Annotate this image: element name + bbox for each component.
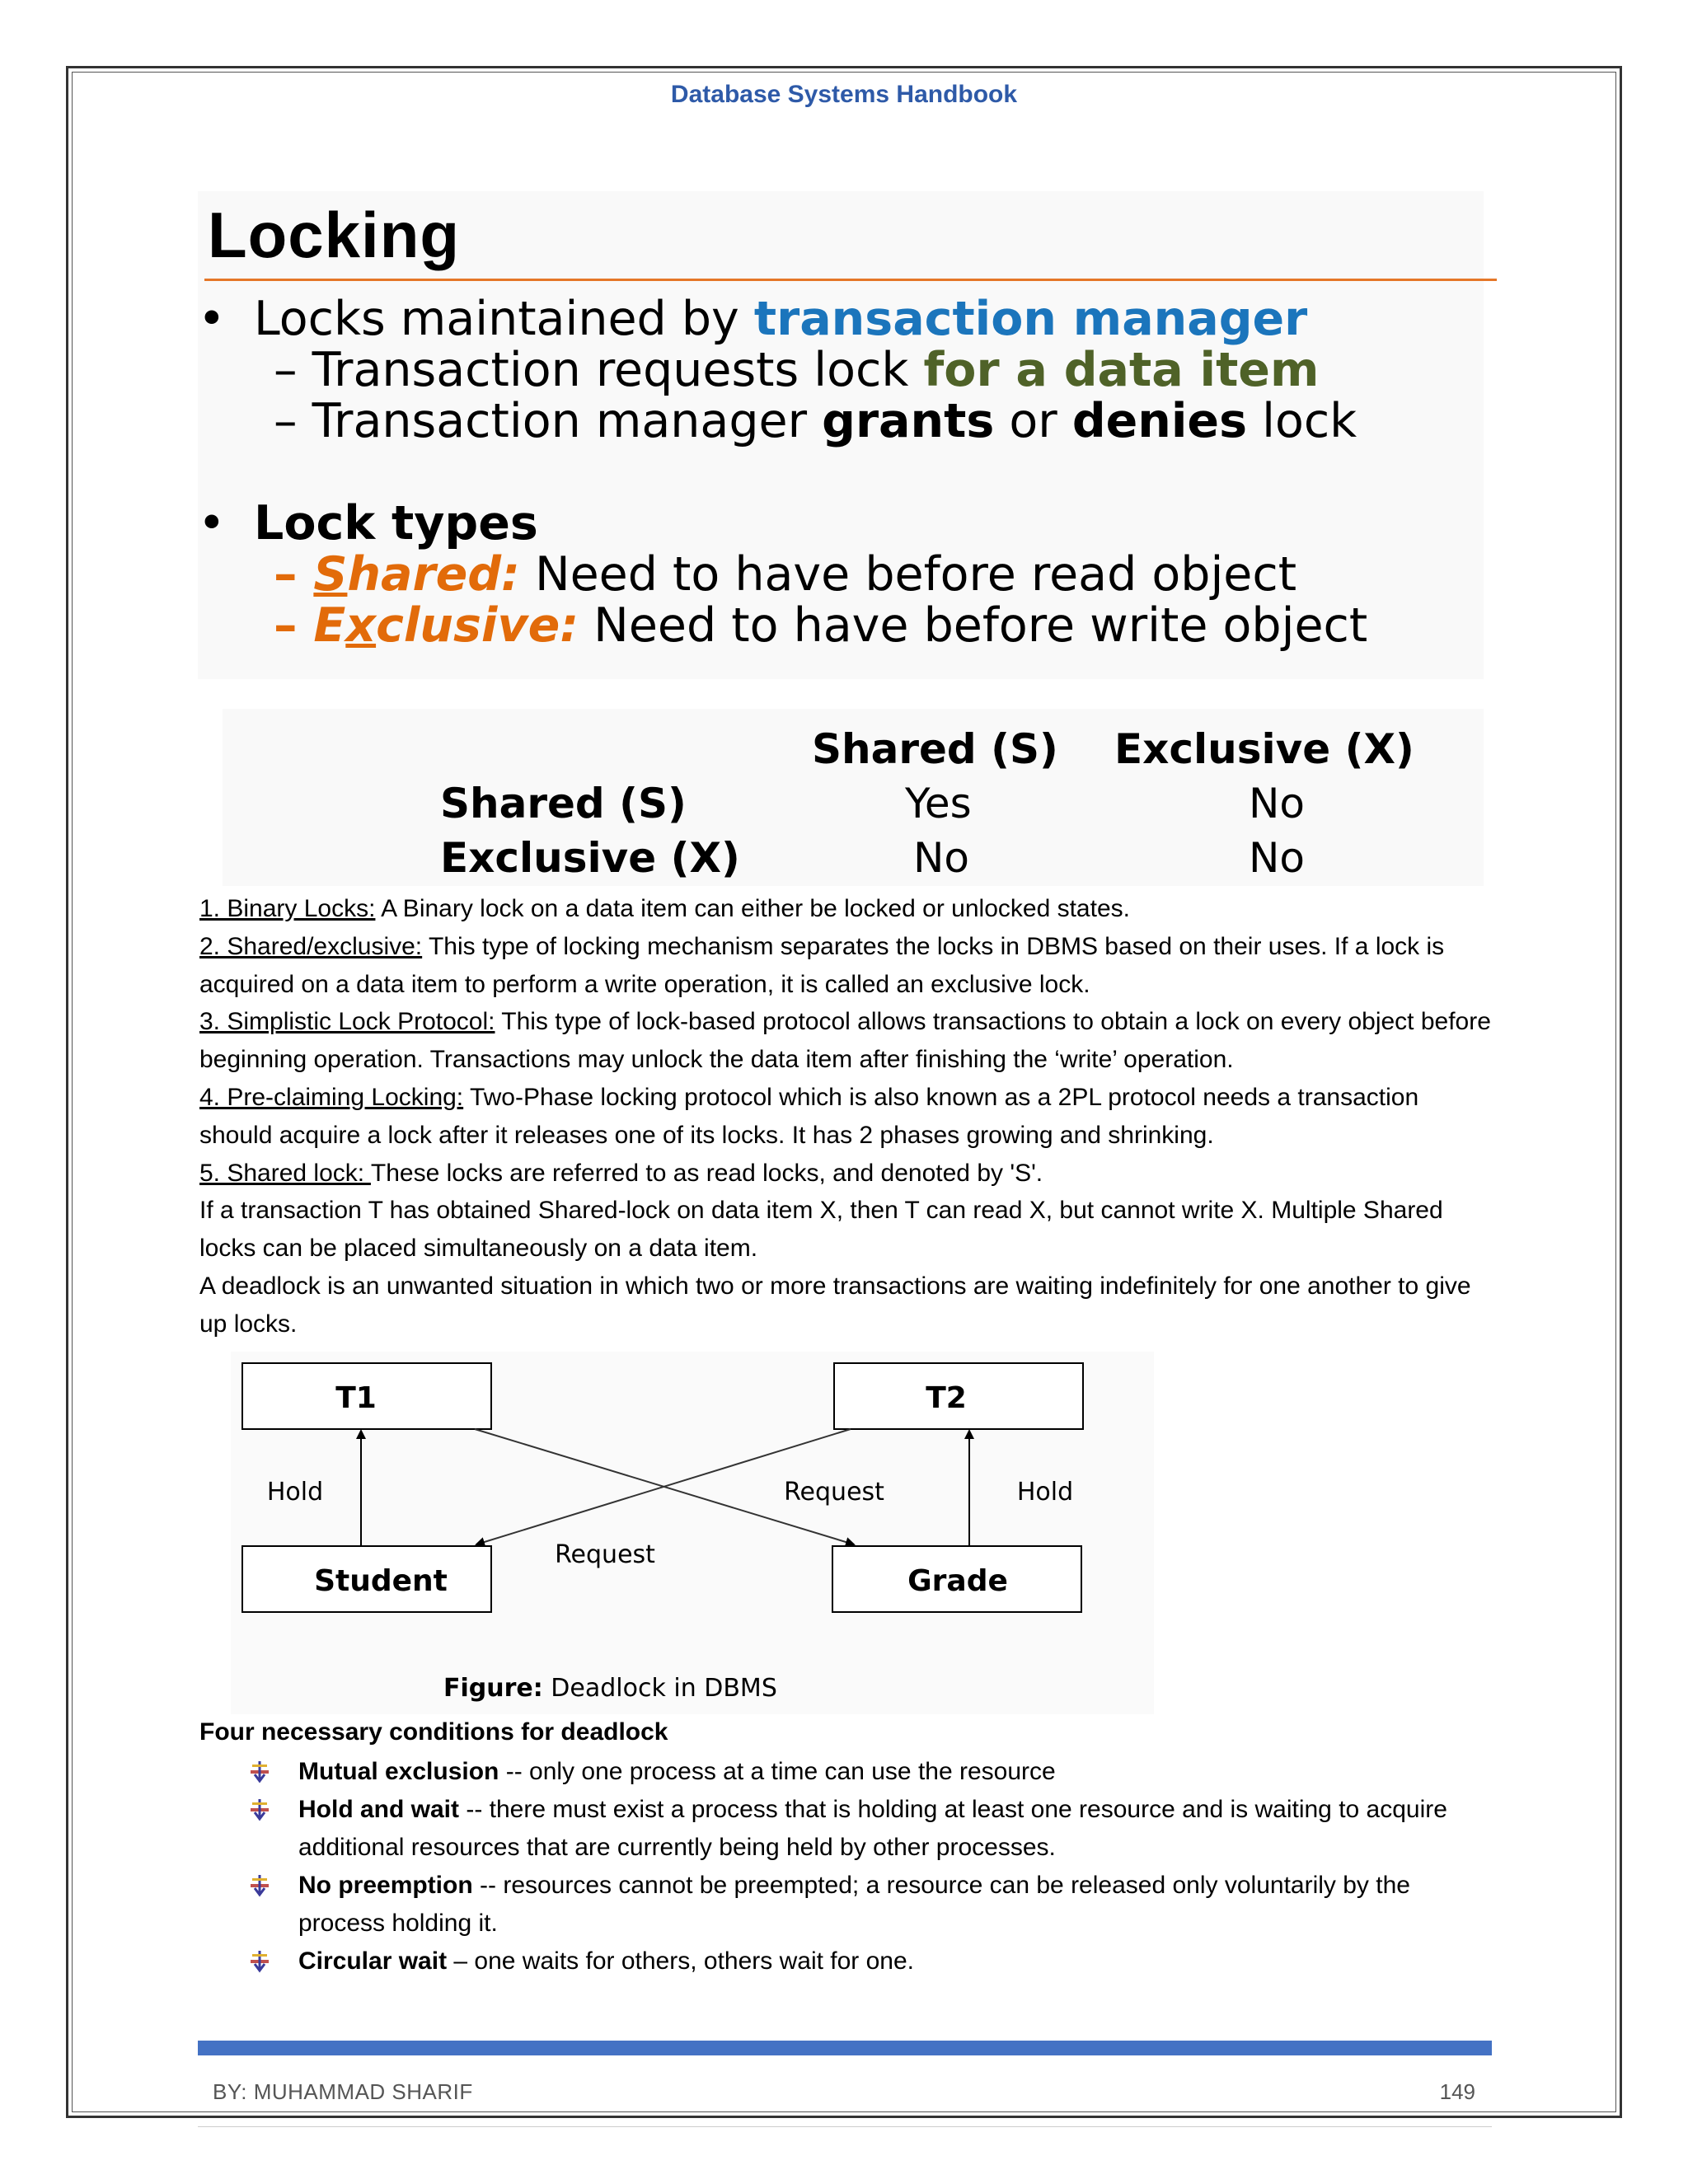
sub-1-highlight: for a data item	[923, 343, 1320, 397]
paragraph-label: 2. Shared/exclusive:	[199, 932, 423, 960]
t2-label: T2	[926, 1381, 967, 1415]
sub-2-or: or	[994, 394, 1072, 448]
condition-name: Mutual exclusion	[298, 1758, 499, 1785]
slide-sub-1	[274, 343, 1319, 397]
conditions-list	[247, 1753, 1492, 1980]
paragraph-label: 5. Shared lock:	[199, 1159, 371, 1187]
arrow-bullet-icon	[247, 1797, 272, 1822]
paragraph-text: This type of locking mechanism separates the locks in DBMS based on their uses. If a lock is acquired on a data item to perform a write operation, it is called an exclusive lock.	[199, 932, 1445, 998]
paragraph-shared-lock-detail: If a transaction T has obtained Shared-lock on data item X, then T can read X, but cannot write X. Multiple Shared locks can be placed simultaneously on a data item.	[199, 1197, 1443, 1263]
student-label: Student	[314, 1564, 448, 1598]
paragraph-text: A Binary lock on a data item can either be locked or unlocked states.	[375, 895, 1130, 922]
figure-caption-text: Deadlock in DBMS	[542, 1674, 777, 1703]
t1-label: T1	[335, 1381, 377, 1415]
figure-caption	[443, 1674, 777, 1703]
paragraph-text: Two-Phase locking protocol which is also known as a 2PL protocol needs a transaction should acquire a lock after it releases one of its locks. It has 2 phases growing and shrinking.	[199, 1083, 1419, 1149]
slide-bullet-2	[198, 496, 538, 551]
page-number: 149	[1439, 2079, 1475, 2104]
paragraph-text: These locks are referred to as read locks, and denoted by 'S'.	[370, 1159, 1043, 1187]
grade-label: Grade	[907, 1564, 1008, 1598]
condition-item	[247, 1943, 1492, 1980]
type-1-text: Need to have before read object	[519, 547, 1297, 602]
condition-name: Hold and wait	[298, 1796, 459, 1823]
type-2-underlined-letter: x	[345, 598, 377, 653]
arrow-bullet-icon	[247, 1760, 272, 1784]
type-2-label: clusive:	[376, 598, 579, 653]
paragraph-pre-claiming	[199, 1079, 1493, 1155]
slide-type-shared	[274, 547, 1296, 602]
condition-item	[247, 1867, 1492, 1943]
slide-bullet-1	[198, 292, 1307, 346]
type-1-dash: –	[274, 547, 314, 602]
condition-item	[247, 1791, 1492, 1867]
page-header: Database Systems Handbook	[670, 81, 1018, 108]
matrix-row-header: Exclusive (X)	[440, 834, 740, 882]
slide-type-exclusive	[274, 598, 1367, 653]
bullet-1-highlight: transaction manager	[753, 292, 1308, 346]
matrix-cell: Yes	[905, 780, 972, 827]
arrow-bullet-icon	[247, 1873, 272, 1898]
bullet-1-text: Locks maintained by	[254, 292, 754, 346]
paragraph-shared-lock	[199, 1155, 1493, 1193]
matrix-cell: No	[1249, 780, 1305, 827]
deadlock-diagram	[231, 1352, 1154, 1714]
footer-author: BY: MUHAMMAD SHARIF	[213, 2079, 473, 2104]
condition-text: – one waits for others, others wait for one.	[447, 1947, 915, 1975]
condition-name: Circular wait	[298, 1947, 448, 1975]
lock-compatibility-matrix	[223, 709, 1484, 886]
bullet-dot: •	[198, 496, 226, 551]
bullet-dot: •	[198, 292, 226, 346]
condition-text: -- resources cannot be preempted; a resource can be released only voluntarily by the process holding it.	[298, 1872, 1410, 1937]
figure-caption-label: Figure:	[443, 1674, 543, 1703]
type-1-label: hared:	[347, 547, 520, 602]
condition-item	[247, 1753, 1492, 1791]
matrix-col-header: Shared (S)	[812, 725, 1058, 773]
condition-text: -- there must exist a process that is holding at least one resource and is waiting to acquire additional resources that are currently being held by other processes.	[298, 1796, 1447, 1861]
body-text	[199, 890, 1493, 1343]
sub-2-grants: grants	[822, 394, 995, 448]
matrix-col-header: Exclusive (X)	[1114, 725, 1414, 773]
request-label-right: Request	[784, 1478, 884, 1507]
hold-label-right: Hold	[1016, 1478, 1074, 1507]
type-1-first-letter: S	[313, 547, 348, 602]
matrix-cell: No	[913, 834, 969, 882]
arrow-bullet-icon	[247, 1949, 272, 1974]
locking-slide	[198, 191, 1484, 679]
slide-title: Locking	[208, 199, 461, 271]
type-2-dash: –	[274, 598, 314, 653]
matrix-cell: No	[1249, 834, 1305, 882]
hold-label-left: Hold	[266, 1478, 324, 1507]
condition-name: No preemption	[298, 1872, 473, 1899]
slide-title-rule	[204, 279, 1497, 281]
paragraph-deadlock-definition: A deadlock is an unwanted situation in which two or more transactions are waiting indefinitely for one another to give up locks.	[199, 1272, 1471, 1338]
paragraph-text: This type of lock-based protocol allows transactions to obtain a lock on every object before beginning operation. Transactions may unlock the data item after finishing the ‘write’ operation.	[199, 1008, 1491, 1074]
paragraph-shared-exclusive	[199, 928, 1493, 1004]
sub-2-prefix: – Transaction manager	[274, 394, 823, 448]
paragraph-simplistic-lock	[199, 1003, 1493, 1079]
paragraph-label: 1. Binary Locks:	[199, 895, 376, 922]
bullet-2-text: Lock types	[254, 496, 538, 551]
sub-2-denies: denies	[1071, 394, 1247, 448]
sub-1-text: – Transaction requests lock	[274, 343, 924, 397]
paragraph-binary-locks	[199, 890, 1493, 928]
paragraph-label: 4. Pre-claiming Locking:	[199, 1083, 464, 1111]
paragraph-label: 3. Simplistic Lock Protocol:	[199, 1008, 495, 1036]
footer-bar	[198, 2041, 1492, 2055]
sub-2-suffix: lock	[1247, 394, 1357, 448]
type-2-text: Need to have before write object	[579, 598, 1368, 653]
type-2-first-letter: E	[313, 598, 346, 653]
matrix-row-header: Shared (S)	[440, 780, 687, 827]
footer-divider	[198, 2126, 1492, 2127]
request-label-left: Request	[555, 1540, 655, 1569]
condition-text: -- only one process at a time can use the resource	[499, 1758, 1056, 1785]
conditions-title: Four necessary conditions for deadlock	[199, 1718, 668, 1746]
slide-sub-2	[274, 394, 1357, 448]
